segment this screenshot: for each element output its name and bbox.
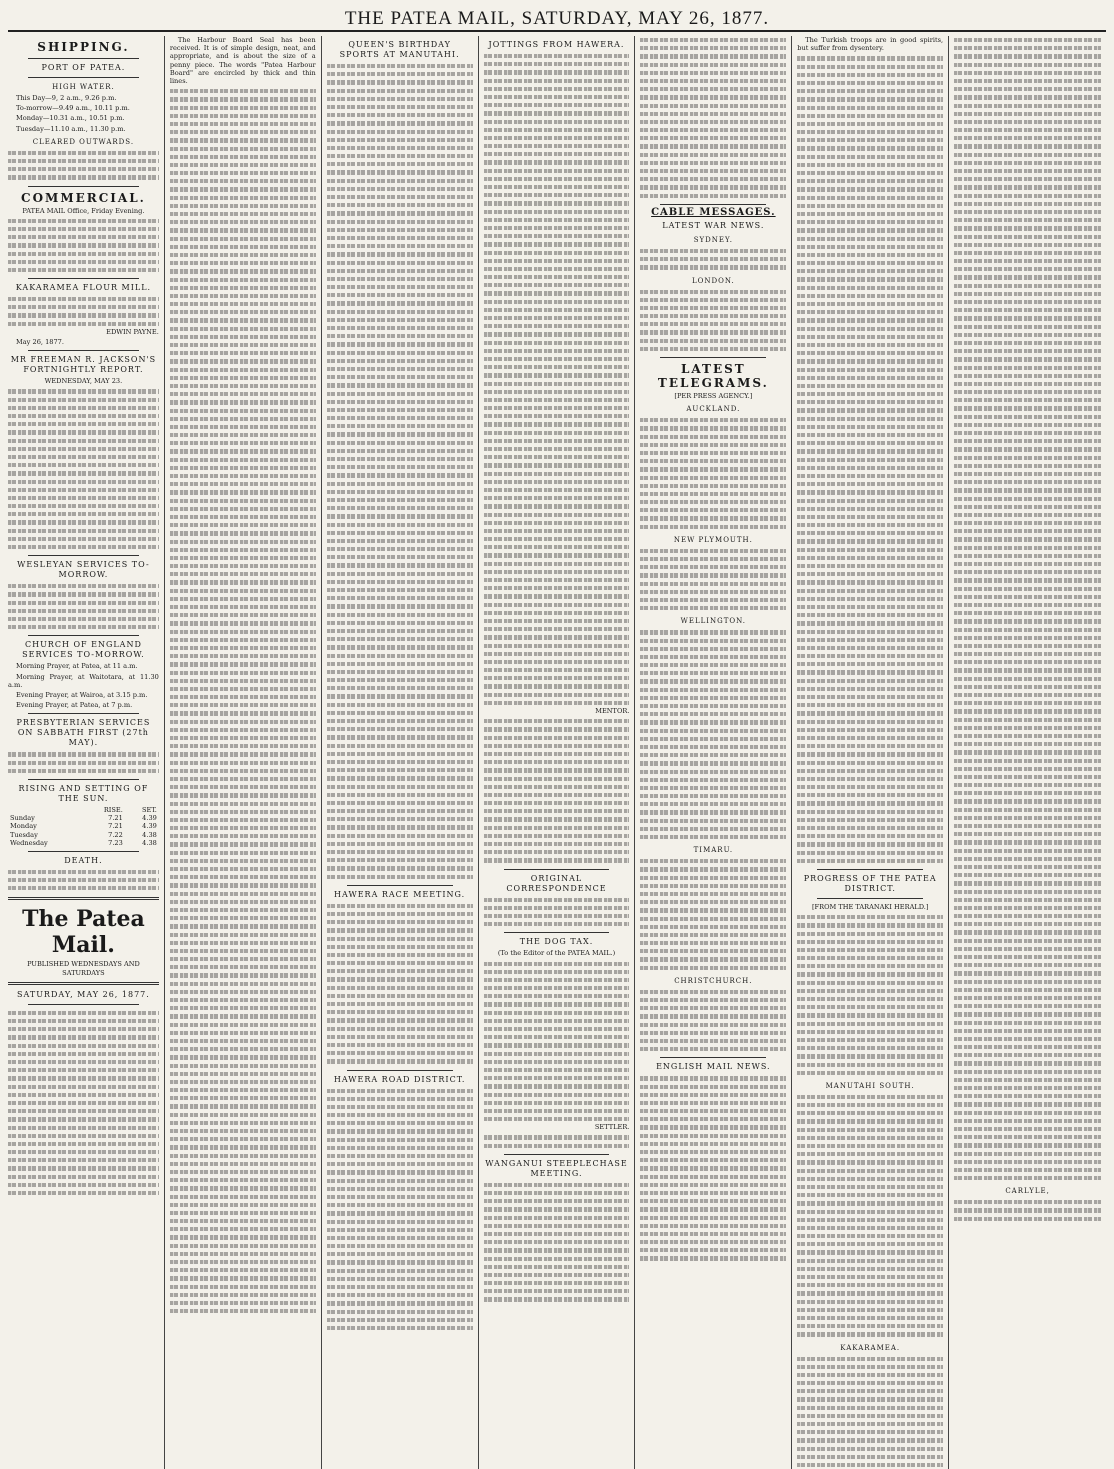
report-heading: MR FREEMAN R. JACKSON'S FORTNIGHTLY REPORT. [10, 355, 157, 375]
column-2 [165, 36, 322, 1469]
dog-tax-heading: THE DOG TAX. [519, 937, 594, 947]
cleared-heading: CLEARED OUTWARDS. [32, 137, 135, 146]
queens-birthday-heading: QUEEN'S BIRTHDAY SPORTS AT MANUTAHI. [339, 40, 460, 59]
column-4 [479, 36, 636, 1469]
shipping-heading: SHIPPING. [37, 40, 130, 54]
original-correspondence-heading: ORIGINAL CORRESPONDENCE [506, 873, 607, 893]
masthead: THE PATEA MAIL, SATURDAY, MAY 26, 1877. [8, 6, 1106, 32]
mill-date: May 26, 1877. [16, 338, 64, 347]
column-3 [322, 36, 479, 1469]
columns [8, 36, 1106, 1352]
new-plymouth-heading: NEW PLYMOUTH. [673, 535, 753, 544]
carlyle-heading: CARLYLE, [1005, 1187, 1050, 1196]
herald-source: [FROM THE TARANAKI HERALD.] [811, 902, 929, 911]
wellington-heading: WELLINGTON. [680, 617, 747, 626]
report-date: WEDNESDAY, MAY 23. [44, 377, 123, 386]
high-water-line: Monday—10.31 a.m., 10.51 p.m. [16, 114, 125, 123]
auckland-heading: AUCKLAND. [686, 405, 741, 414]
press-agency: [PER PRESS AGENCY.] [674, 392, 753, 401]
timaru-heading: TIMARU. [693, 846, 734, 855]
port-heading: PORT OF PATEA. [41, 63, 126, 72]
cable-messages-heading: CABLE MESSAGES. [651, 206, 776, 218]
christchurch-heading: CHRISTCHURCH. [674, 976, 753, 985]
kakaramea-heading: KAKARAMEA FLOUR MILL. [15, 283, 152, 293]
hawera-race-heading: HAWERA RACE MEETING. [334, 889, 466, 899]
presbyterian-heading: PRESBYTERIAN SERVICES ON SABBATH FIRST (27th MAY). [16, 718, 151, 748]
kakaramea-sub-heading: KAKARAMEA. [840, 1343, 901, 1352]
dog-tax-to: (To the Editor of the PATEA MAIL.) [497, 949, 616, 958]
turkish-troops-paragraph: The Turkish troops are in good spirits, but suffer from dysentery. [797, 36, 944, 53]
jottings-heading: JOTTINGS FROM HAWERA. [488, 40, 625, 49]
latest-telegrams-heading: LATEST TELEGRAMS. [657, 362, 769, 391]
wanganui-heading: WANGANUI STEEPLECHASE MEETING. [485, 1158, 628, 1178]
church-line: Evening Prayer, at Patea, at 7 p.m. [16, 701, 133, 710]
column-6 [792, 36, 949, 1469]
latest-war-heading: LATEST WAR NEWS. [662, 220, 765, 230]
high-water-heading: HIGH WATER. [52, 83, 115, 91]
hawera-road-heading: HAWERA ROAD DISTRICT. [333, 1074, 466, 1084]
progress-heading: PROGRESS OF THE PATEA DISTRICT. [803, 873, 937, 893]
high-water-line: To-morrow—9.49 a.m., 10.11 p.m. [16, 104, 130, 113]
death-heading: DEATH. [64, 855, 103, 865]
church-line: Evening Prayer, at Wairoa, at 3.15 p.m. [16, 690, 148, 699]
high-water-line: Tuesday—11.10 a.m., 11.30 p.m. [16, 124, 126, 133]
column-1 [8, 36, 165, 1469]
commercial-heading: COMMERCIAL. [21, 190, 146, 205]
mentor-signature: MENTOR. [595, 707, 630, 715]
english-mail-heading: ENGLISH MAIL NEWS. [656, 1062, 771, 1072]
settler-signature: SETTLER. [594, 1123, 630, 1132]
sun-heading: RISING AND SETTING OF THE SUN. [18, 783, 149, 803]
church-line: Morning Prayer, at Patea, at 11 a.m. [16, 662, 138, 671]
mill-signature: EDWIN PAYNE. [106, 327, 159, 336]
london-heading: LONDON. [691, 276, 735, 285]
column-5 [635, 36, 792, 1469]
column-7 [949, 36, 1106, 1469]
wesleyan-heading: WESLEYAN SERVICES TO-MORROW. [17, 560, 150, 580]
sydney-heading: SYDNEY. [693, 235, 733, 244]
issue-date: SATURDAY, MAY 26, 1877. [17, 989, 150, 999]
paper-title: The Patea Mail. [22, 906, 145, 959]
church-heading: CHURCH OF ENGLAND SERVICES TO-MORROW. [22, 640, 145, 660]
high-water-line: This Day—9, 2 a.m., 9.26 p.m. [16, 94, 117, 102]
manutahi-heading: MANUTAHI SOUTH. [825, 1081, 915, 1090]
commercial-sub: PATEA MAIL Office, Friday Evening. [22, 206, 145, 215]
sun-table: RISE. SET. Sunday 7.21 4.39 Monday 7.21 4.39 Tuesday 7.22 4.38 Wednesday 7.23 4.38 [10, 805, 157, 847]
published-line: PUBLISHED WEDNESDAYS AND SATURDAYS [27, 960, 140, 977]
church-line: Morning Prayer, at Waitotara, at 11.30 a.m. [8, 672, 159, 689]
seal-paragraph: The Harbour Board Seal has been received. It is of simple design, neat, and appropriate, and is about the size of a penny piece. The words "Patea Harbour Board" are encircled by thick and thin lines. [169, 36, 316, 86]
